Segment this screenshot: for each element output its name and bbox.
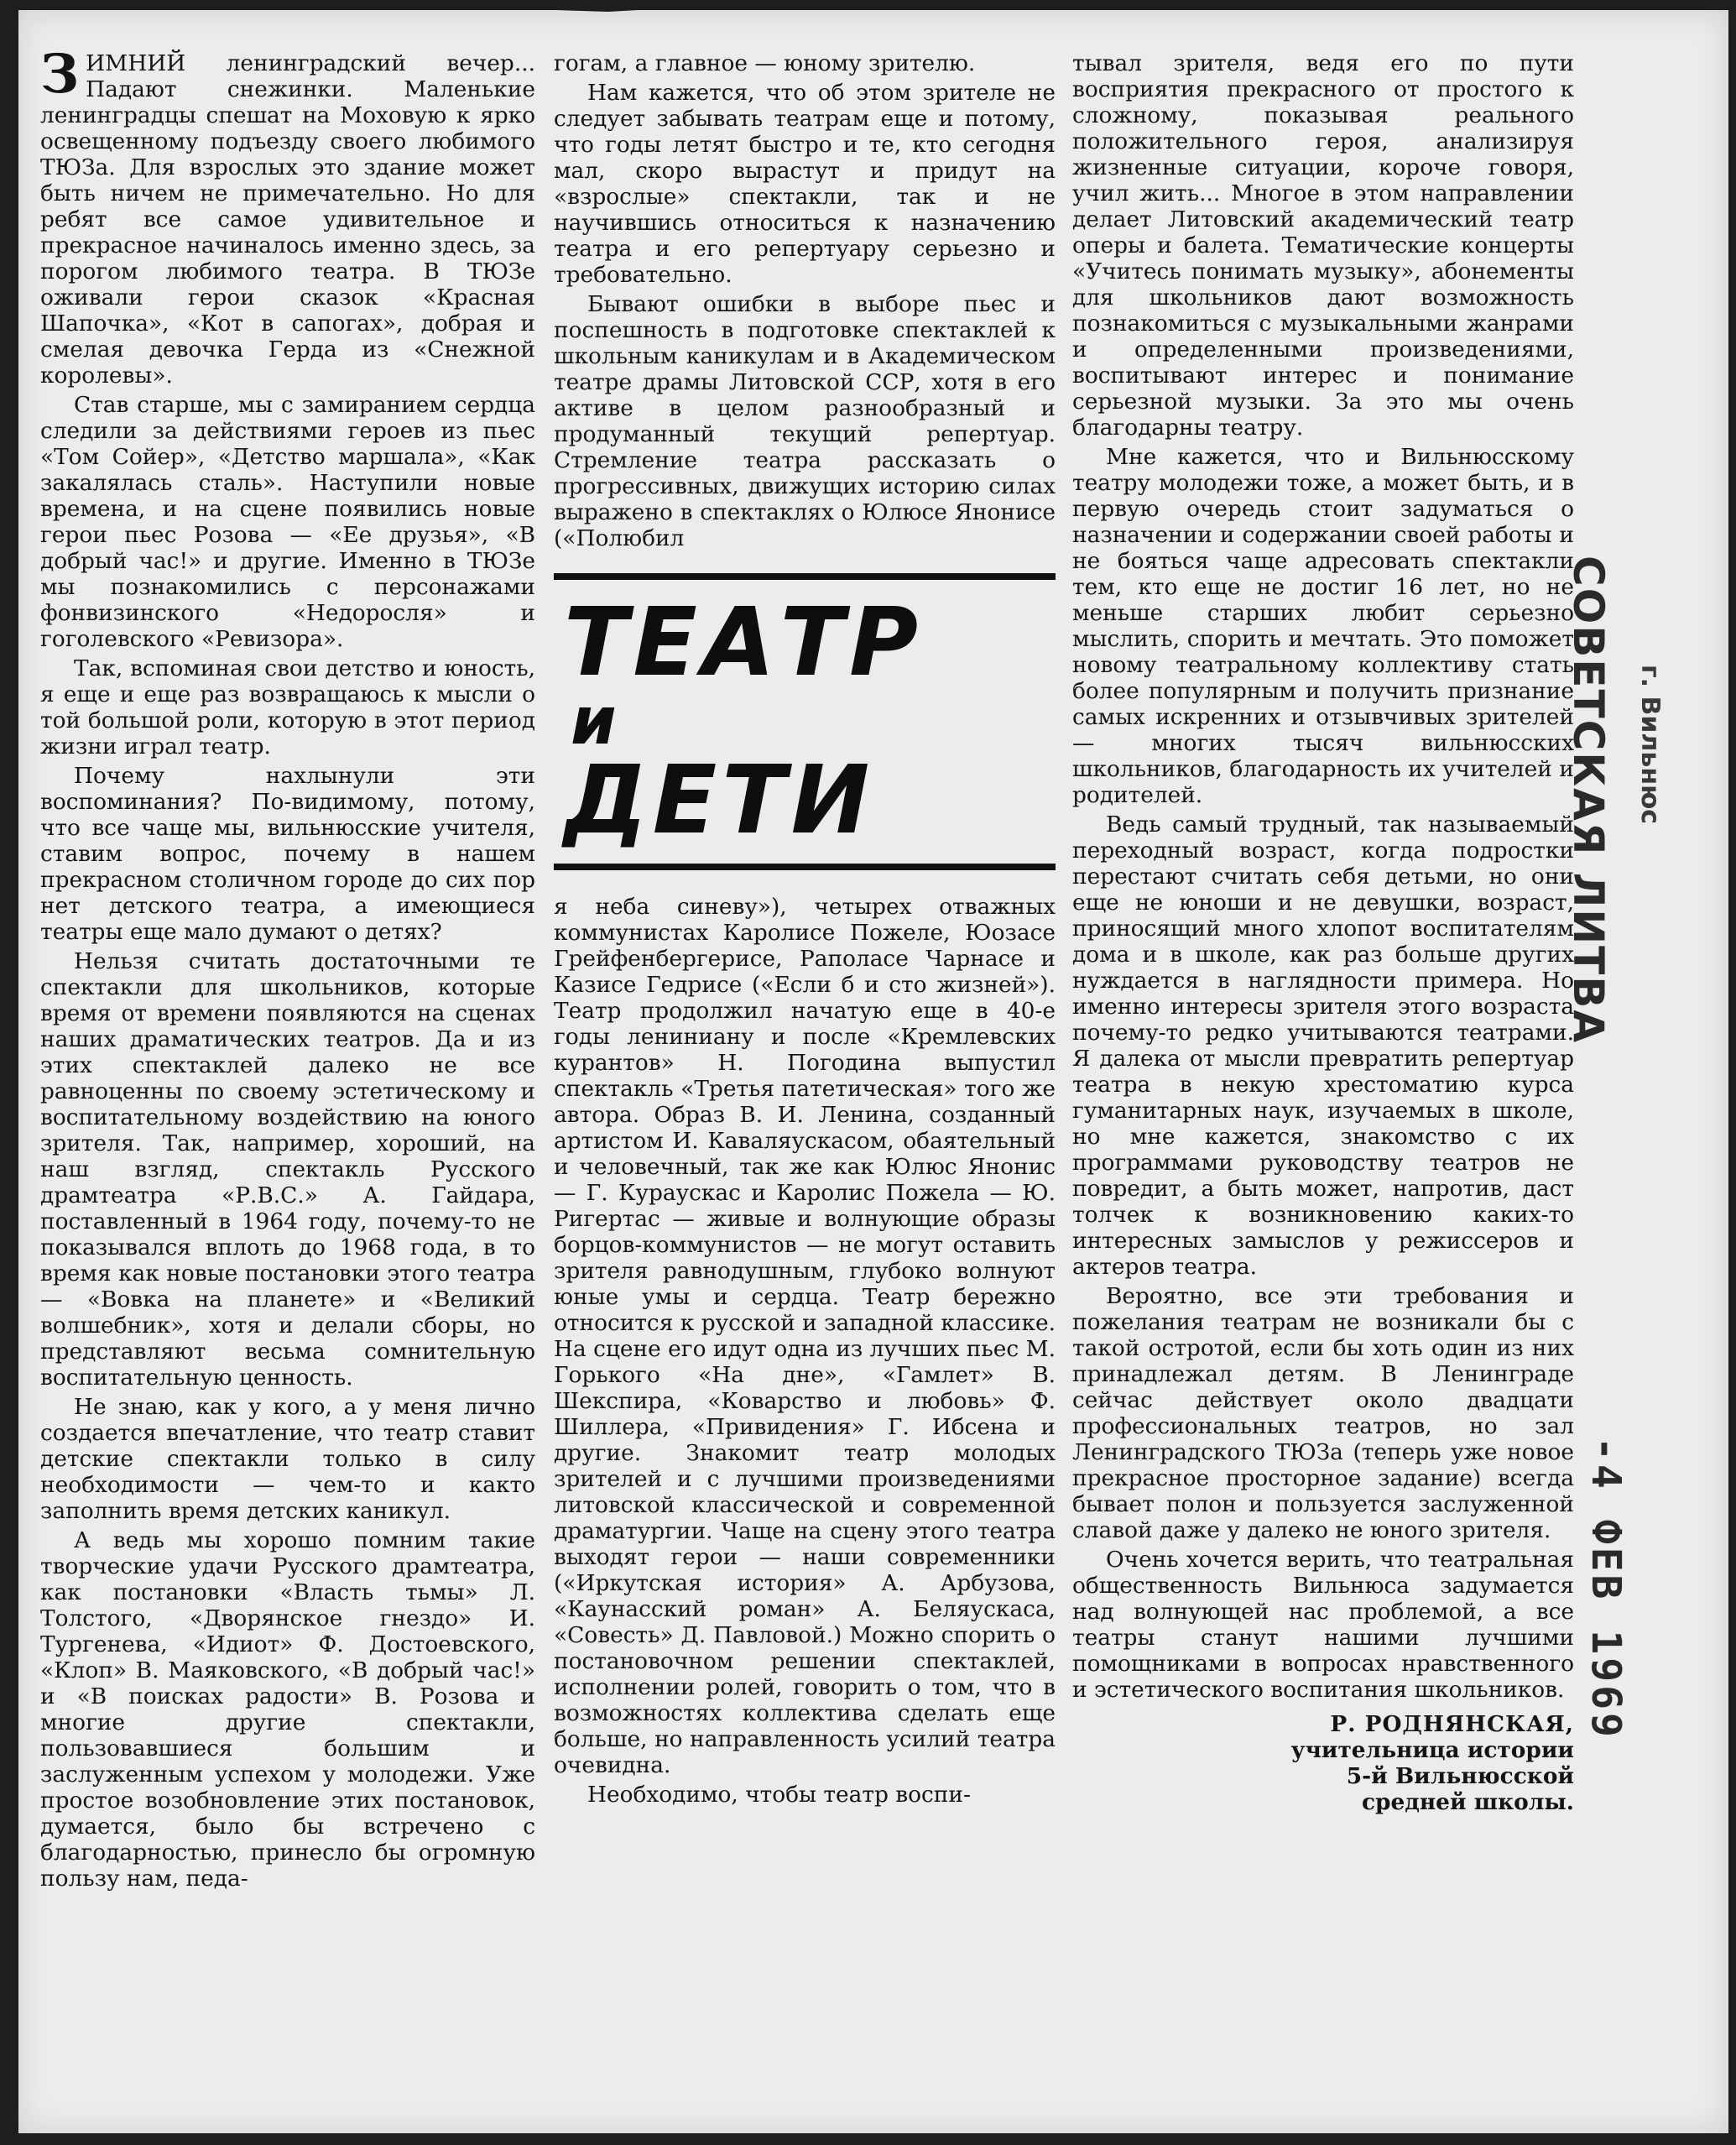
headline-conjunction: и — [571, 684, 622, 759]
article-paragraph: А ведь мы хорошо помним такие творческие удачи Русского драмтеатра, как постановки «Власть тьмы» Л. Толстого, «Дворянское гнездо» И. Тургенева, «Идиот» Ф. Достоевского, «Клоп» В. Маяковского, «В добрый час!» и «В поисках радости» В. Розова и многие другие спектакли, пользовавшиеся большим и заслуженным успехом у молодежи. Уже простое возобновление этих постановок, думается, было бы встречено с благодарностью, принесло бы огромную пользу нам, педа- — [40, 1527, 535, 1892]
author-signature — [1072, 1711, 1574, 1815]
article-paragraph: гогам, а главное — юному зрителю. — [554, 50, 976, 76]
newspaper-clipping — [18, 10, 1728, 2133]
article-paragraph: Не знаю, как у кого, а у меня лично создается впечатление, что театр ставит детские спектакли только в силу необходимости — чем-то и както заполнить время детских каникул. — [40, 1394, 535, 1524]
article-paragraph: ЗИМНИЙ ленинградский вечер... Падают снежинки. Маленькие ленинградцы спешат на Моховую к ярко освещенному подъезду своего любимого ТЮЗа. Для взрослых это здание может быть ничем не примечательно. Но для ребят все самое удивительное и прекрасное начиналось именно здесь, за порогом любимого театра. В ТЮЗе оживали герои сказок «Красная Шапочка», «Кот в сапогах», добрая и смелая девочка Герда из «Снежной королевы». — [40, 43, 535, 389]
headline-rule-top — [554, 573, 1056, 580]
article-paragraph: Очень хочется верить, что театральная общественность Вильнюса задумается над волнующей нас проблемой, а все театры станут нашими лучшими помощниками в вопросах нравственного и эстетического воспитания школьников. — [1072, 1547, 1574, 1703]
drop-cap: З — [40, 43, 80, 106]
article-paragraph: Мне кажется, что и Вильнюсскому театру молодежи тоже, а может быть, и в первую очередь стоит задуматься о назначении и содержании своей работы и не бояться чаще адресовать спектакли тем, кто еще не достиг 16 лет, но не меньше старших любит серьезно мыслить, спорить и мечтать. Это поможет новому театральному коллективу стать более популярным и получить признание самых искренних и отзывчивых зрителей — многих тысяч вильнюсских школьников, благодарность их учителей и родителей. — [1072, 444, 1574, 808]
newspaper-name-stamp: СОВЕТСКАЯ ЛИТВА — [1564, 556, 1613, 1045]
headline-word-1: ТЕАТР — [564, 588, 924, 697]
article-column-2 — [554, 50, 1056, 1811]
headline-word-2: ДЕТИ — [564, 746, 875, 855]
article-paragraph: Ведь самый трудный, так называемый переходный возраст, когда подростки перестают считать себя детьми, но они еще не юноши и не девушки, возраст, приносящий много хлопот воспитателям дома и в школе, как раз больше других нуждается в наглядности примера. Но именно интересы зрителя этого возраста почему-то редко учитываются театрами. Я далека от мысли превратить репертуар театра в некую хрестоматию курса гуманитарных наук, изучаемых в школе, но мне кажется, знакомство с их программами руководству театров не повредит, а быть может, напротив, даст толчек к возникновению каких-то интересных замыслов у режиссеров и актеров театра. — [1072, 812, 1574, 1280]
headline-block — [554, 573, 1056, 870]
article-paragraph: я неба синеву»), четырех отважных коммунистах Каролисе Пожеле, Юозасе Грейфенбергерисе, Раполасе Чарнасе и Казисе Гедрисе («Если б и сто жизней»). Театр продолжил начатую еще в 40-е годы лениниану и после «Кремлевских курантов» Н. Погодина выпустил спектакль «Третья патетическая» того же автора. Образ В. И. Ленина, созданный артистом И. Каваляускасом, обаятельный и человечный, так же как Юлюс Янонис — Г. Кураускас и Каролис Пожела — Ю. Ригертас — живые и волнующие образы борцов-коммунистов — не могут оставить зрителя равнодушным, глубоко волнуют юные умы и сердца. Театр бережно относится к русской и западной классике. На сцене его идут одна из лучших пьес М. Горького «На дне», «Гамлет» В. Шекспира, «Коварство и любовь» Ф. Шиллера, «Привидения» Г. Ибсена и другие. Знакомит театр молодых зрителей и с лучшими произведениями литовской классической и современной драматургии. Чаще на сцену этого театра выходят герои — наши современники («Иркутская история» А. Арбузова, «Каунасский роман» А. Беляускаса, «Совесть» Д. Павловой.) Можно спорить о постановочном решении спектаклей, исполнении ролей, говорить о том, что в возможностях коллектива сделать еще больше, но направленность усилий театра очевидна. — [554, 894, 1056, 1778]
article-paragraph: Нам кажется, что об этом зрителе не следует забывать театрам еще и потому, что годы летят быстро и те, кто сегодня мал, скоро вырастут и придут на «взрослые» спектакли, так и не научившись относиться к назначению театра и его репертуару серьезно и требовательно. — [554, 80, 1056, 288]
article-paragraph: Бывают ошибки в выборе пьес и поспешность в подготовке спектаклей к школьным каникулам и в Академическом театре драмы Литовской ССР, хотя в его активе в целом разнообразный и продуманный текущий репертуар. Стремление театра рассказать о прогрессивных, движущих историю силах выражено в спектаклях о Юлюсе Янонисе («Полюбил — [554, 291, 1056, 551]
article-column-1 — [40, 43, 535, 1895]
headline-rule-bottom — [554, 864, 1056, 870]
article-paragraph: Вероятно, все эти требования и пожелания театрам не возникали бы с такой остротой, если бы хоть один из них принадлежал детям. В Ленинграде сейчас действует около двадцати профессиональных театров, но зал Ленинградского ТЮЗа (теперь уже новое прекрасное просторное задание) всегда бывает полон и пользуется заслуженной славой даже у далеко не юного зрителя. — [1072, 1283, 1574, 1543]
author-role-line: средней школы. — [1361, 1789, 1574, 1815]
article-paragraph: Почему нахлынули эти воспоминания? По-видимому, потому, что все чаще мы, вильнюсские учителя, ставим вопрос, почему в нашем прекрасном столичном городе до сих пор нет детского театра, а имеющиеся театры еще мало думают о детях? — [40, 763, 535, 945]
article-column-3 — [1072, 50, 1574, 1815]
article-paragraph: Нельзя считать достаточными те спектакли для школьников, которые время от времени появляются на сценах наших драматических театров. Да и из этих спектаклей далеко не все равноценны по своему эстетическому и воспитательному воздействию на юного зрителя. Так, например, хороший, на наш взгляд, спектакль Русского драмтеатра «Р.В.С.» А. Гайдара, поставленный в 1964 году, почему-то не показывался вплоть до 1968 года, в то время как новые постановки этого театра — «Вовка на планете» и «Великий волшебник», хотя и делали сборы, но представляют весьма сомнительную воспитательную ценность. — [40, 948, 535, 1391]
article-paragraph: Так, вспоминая свои детство и юность, я еще и еще раз возвращаюсь к мысли о той большой роли, которую в этот период жизни играл театр. — [40, 655, 535, 759]
headline — [564, 588, 1056, 855]
city-stamp: г. Вильнюс — [1635, 665, 1665, 825]
article-paragraph: тывал зрителя, ведя его по пути восприятия прекрасного от простого к сложному, показывая реального положительного героя, анализируя жизненные ситуации, короче говоря, учил жить... Многое в этом направлении делает Литовский академический театр оперы и балета. Тематические концерты «Учитесь понимать музыку», абонементы для школьников дают возможность познакомиться с музыкальными жанрами и определенными произведениями, воспитывают интерес и понимание серьезной музыки. За это мы очень благодарны театру. — [1072, 50, 1574, 441]
author-name: Р. РОДНЯНСКАЯ, — [1330, 1711, 1574, 1737]
article-paragraph: Став старше, мы с замиранием сердца следили за действиями героев из пьес «Том Сойер», «Детство маршала», «Как закалялась сталь». Наступили новые времена, и на сцене появились новые герои пьес Розова — «Ее друзья», «В добрый час!» и другие. Именно в ТЮЗе мы познакомились с персонажами фонвизинского «Недоросля» и гоголевского «Ревизора». — [40, 392, 535, 652]
author-role-line: 5-й Вильнюсской — [1346, 1763, 1574, 1789]
author-role-line: учительница истории — [1290, 1737, 1574, 1763]
date-stamp: -4 ФЕВ 1969 — [1582, 1437, 1629, 1741]
article-paragraph: Необходимо, чтобы театр воспи- — [587, 1782, 971, 1808]
